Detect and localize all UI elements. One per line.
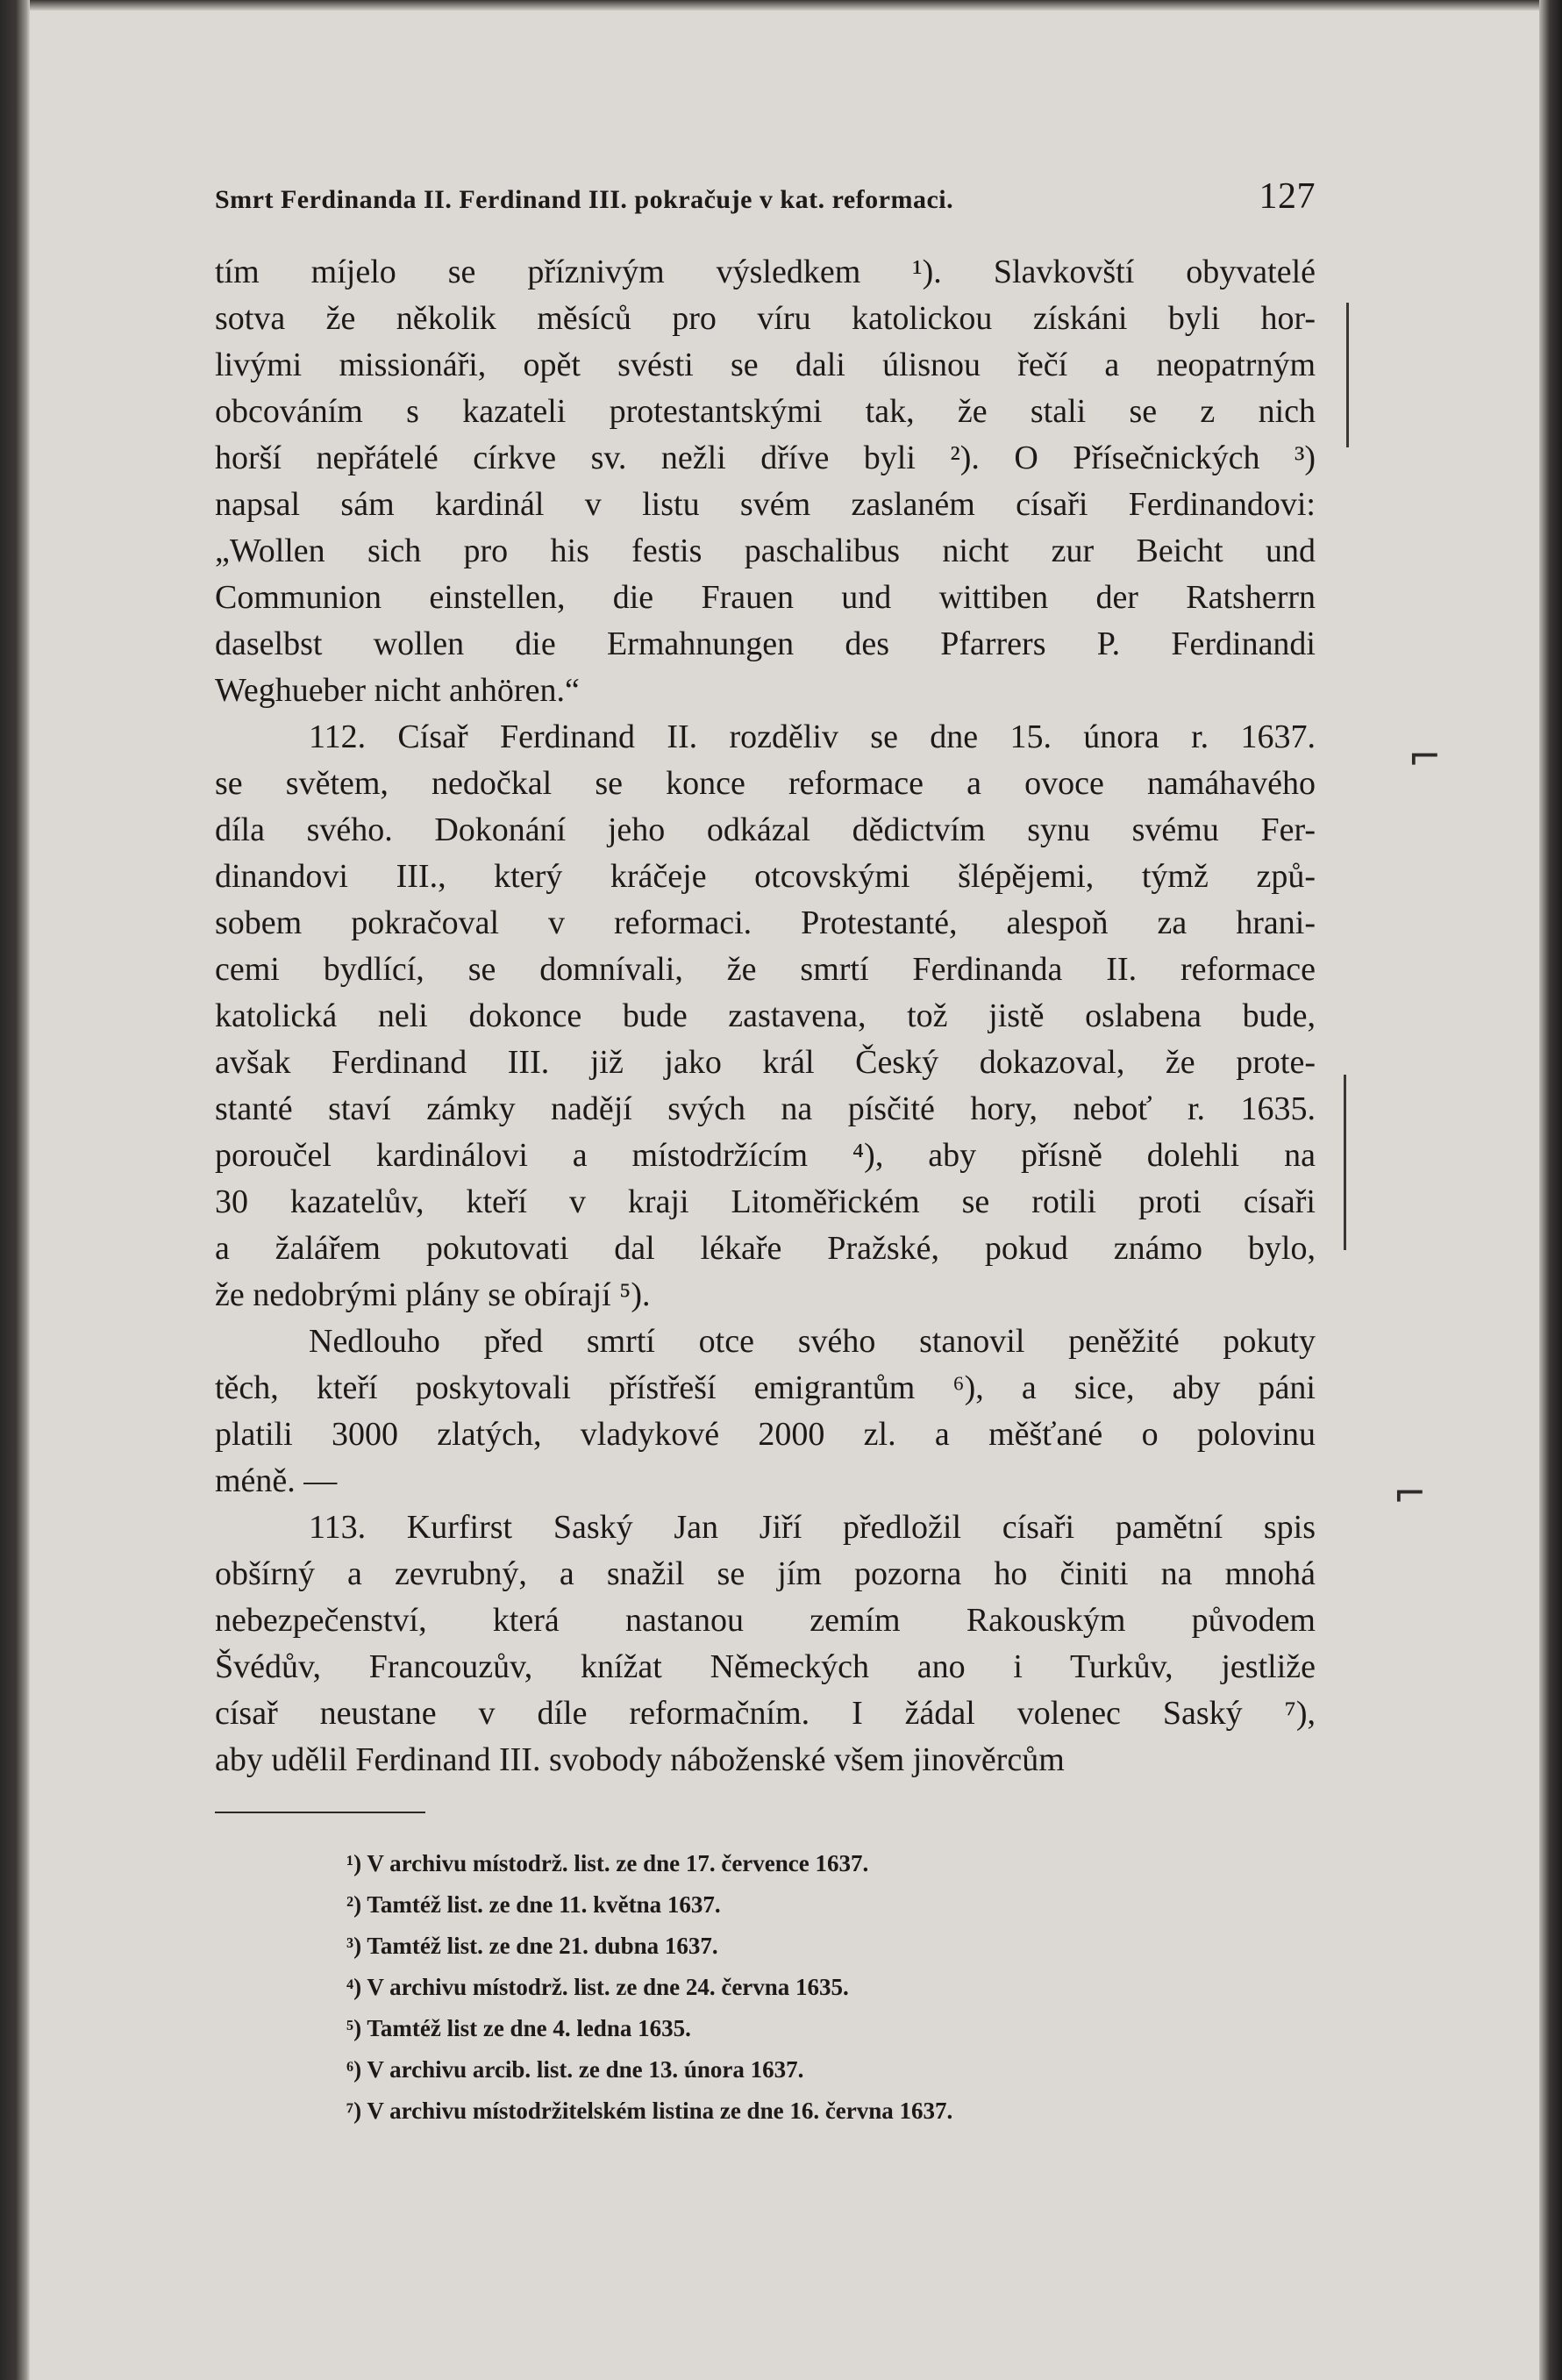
page-number: 127 xyxy=(1259,176,1316,217)
text-line: aby udělil Ferdinand III. svobody náboženské všem jinověrcům xyxy=(215,1741,1065,1778)
text-line: obšírný a zevrubný, a snažil se jím pozorna ho činiti na mnohá xyxy=(215,1555,1316,1592)
text-line: obcováním s kazateli protestantskými tak, že stali se z nich xyxy=(215,393,1316,430)
footnote-divider xyxy=(215,1812,425,1813)
margin-line xyxy=(1344,1075,1346,1250)
margin-annotation-mark: ⌐ xyxy=(1393,1469,1427,1517)
footnotes xyxy=(215,1843,1316,2132)
text-line: Weghueber nicht anhören.“ xyxy=(215,672,580,709)
footnote: ⁴) V archivu místodrž. list. ze dne 24. června 1635. xyxy=(346,1974,849,2000)
text-line: nebezpečenství, která nastanou zemím Rakouským původem xyxy=(215,1602,1316,1639)
body-text xyxy=(215,249,1316,1783)
footnote: ²) Tamtéž list. ze dne 11. května 1637. xyxy=(346,1891,721,1918)
running-head xyxy=(215,175,1316,218)
text-line: 30 kazatelův, kteří v kraji Litoměřickém se rotili proti císaři xyxy=(215,1183,1316,1220)
text-line: a žalářem pokutovati dal lékaře Pražské, pokud známo bylo, xyxy=(215,1230,1316,1267)
text-line: 112. Císař Ferdinand II. rozděliv se dne 15. února r. 1637. xyxy=(309,718,1316,755)
text-line: sobem pokračoval v reformaci. Protestanté, alespoň za hrani- xyxy=(215,904,1316,941)
footnote: ⁶) V archivu arcib. list. ze dne 13. února 1637. xyxy=(346,2056,804,2083)
scan-edge-right xyxy=(1539,0,1562,2380)
running-head-title: Smrt Ferdinanda II. Ferdinand III. pokračuje v kat. reformaci. xyxy=(215,185,954,214)
text-line: dinandovi III., který kráčeje otcovskými šlépějemi, týmž způ- xyxy=(215,858,1316,895)
footnote: ⁷) V archivu místodržitelském listina ze dne 16. června 1637. xyxy=(346,2098,953,2124)
text-line: katolická neli dokonce bude zastavena, tož jistě oslabena bude, xyxy=(215,997,1316,1034)
text-line: Švédův, Francouzův, knížat Německých ano i Turkův, jestliže xyxy=(215,1648,1316,1685)
text-line: napsal sám kardinál v listu svém zaslaném císaři Ferdinandovi: xyxy=(215,486,1316,523)
footnote: ³) Tamtéž list. ze dne 21. dubna 1637. xyxy=(346,1933,718,1959)
text-line: méně. — xyxy=(215,1462,338,1499)
text-line: Communion einstellen, die Frauen und wittiben der Ratsherrn xyxy=(215,579,1316,616)
text-line: stanté staví zámky nadějí svých na písčité hory, neboť r. 1635. xyxy=(215,1090,1316,1127)
text-line: poroučel kardinálovi a místodržícím ⁴), aby přísně dolehli na xyxy=(215,1137,1316,1174)
scan-edge-left xyxy=(0,0,30,2380)
text-line: těch, kteří poskytovali přístřeší emigrantům ⁶), a sice, aby páni xyxy=(215,1369,1316,1406)
text-line: livými missionáři, opět svésti se dali úlisnou řečí a neopatrným xyxy=(215,347,1316,383)
text-line: tím míjelo se příznivým výsledkem ¹). Slavkovští obyvatelé xyxy=(215,254,1316,290)
text-line: „Wollen sich pro his festis paschalibus nicht zur Beicht und xyxy=(215,532,1316,569)
text-line: že nedobrými plány se obírají ⁵). xyxy=(215,1276,651,1313)
text-line: avšak Ferdinand III. již jako král Český dokazoval, že prote- xyxy=(215,1044,1316,1081)
text-line: platili 3000 zlatých, vladykové 2000 zl. a měšťané o polovinu xyxy=(215,1416,1316,1453)
footnote: ¹) V archivu místodrž. list. ze dne 17. července 1637. xyxy=(346,1850,869,1876)
book-page xyxy=(215,175,1316,2132)
margin-line xyxy=(1346,303,1349,447)
text-line: cemi bydlící, se domnívali, že smrtí Ferdinanda II. reformace xyxy=(215,951,1316,988)
text-line: se světem, nedočkal se konce reformace a ovoce namáhavého xyxy=(215,765,1316,802)
scan-edge-top xyxy=(0,0,1562,11)
text-line: horší nepřátelé církve sv. nežli dříve byli ²). O Přísečnických ³) xyxy=(215,440,1316,476)
text-line: Nedlouho před smrtí otce svého stanovil peněžité pokuty xyxy=(309,1323,1316,1360)
footnote: ⁵) Tamtéž list ze dne 4. ledna 1635. xyxy=(346,2015,691,2041)
text-line: daselbst wollen die Ermahnungen des Pfarrers P. Ferdinandi xyxy=(215,625,1316,662)
text-line: císař neustane v díle reformačním. I žádal volenec Saský ⁷), xyxy=(215,1695,1316,1732)
margin-annotation-mark: ⌐ xyxy=(1408,733,1442,780)
text-line: sotva že několik měsíců pro víru katolickou získáni byli hor- xyxy=(215,300,1316,337)
text-line: díla svého. Dokonání jeho odkázal dědictvím synu svému Fer- xyxy=(215,811,1316,848)
text-line: 113. Kurfirst Saský Jan Jiří předložil císaři pamětní spis xyxy=(309,1509,1316,1546)
